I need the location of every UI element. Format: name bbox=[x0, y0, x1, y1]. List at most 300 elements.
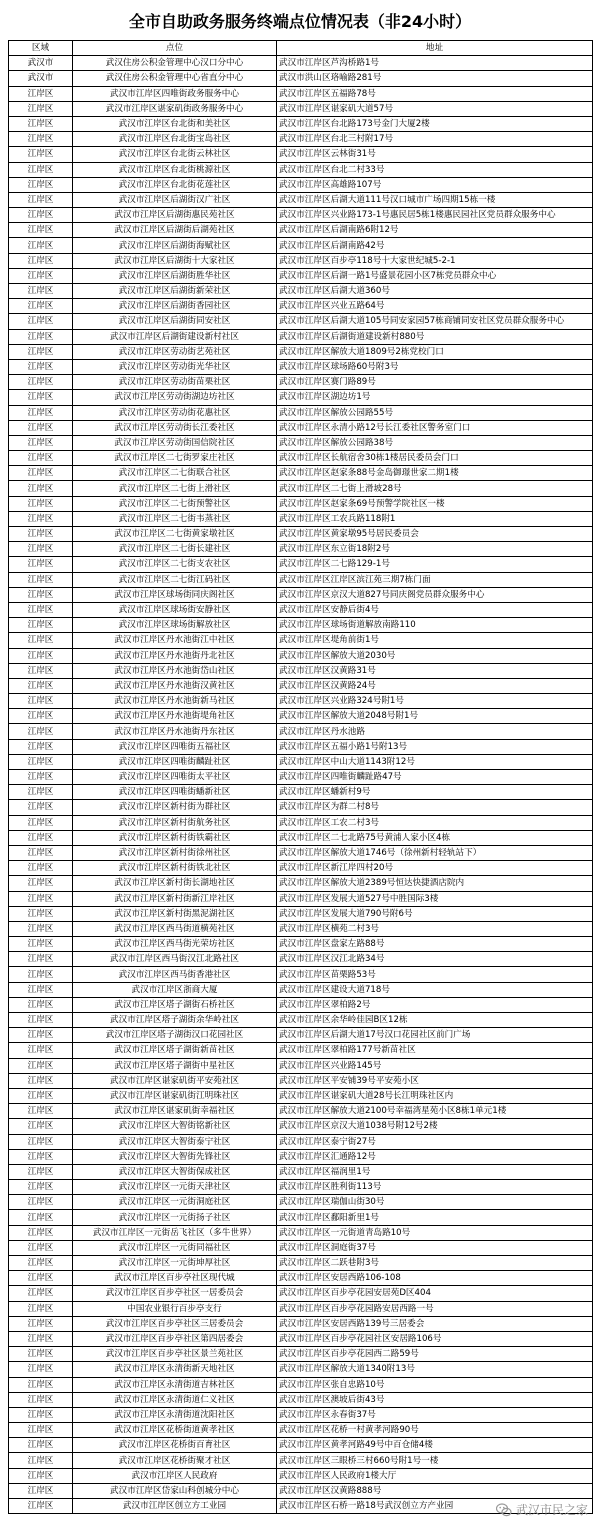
table-row bbox=[9, 891, 593, 906]
cell-point: 武汉市江岸区台北街花莲社区 bbox=[73, 177, 277, 192]
cell-address: 武汉市江岸区二七街上滑坡28号 bbox=[277, 481, 593, 496]
cell-point: 武汉市江岸区新村街黑泥湖社区 bbox=[73, 906, 277, 921]
table-row bbox=[9, 329, 593, 344]
wechat-icon bbox=[496, 1502, 512, 1518]
cell-region: 江岸区 bbox=[9, 906, 73, 921]
cell-address: 武汉市洪山区珞喻路281号 bbox=[277, 71, 593, 86]
cell-address: 武汉市江岸区芦沟桥路1号 bbox=[277, 56, 593, 71]
cell-region: 江岸区 bbox=[9, 208, 73, 223]
table-row bbox=[9, 1240, 593, 1255]
cell-region: 江岸区 bbox=[9, 602, 73, 617]
cell-address: 武汉市江岸区赵家条69号预警学院社区一楼 bbox=[277, 496, 593, 511]
cell-region: 江岸区 bbox=[9, 1407, 73, 1422]
cell-address: 武汉市江岸区澳坡后街43号 bbox=[277, 1392, 593, 1407]
table-row bbox=[9, 1180, 593, 1195]
cell-region: 江岸区 bbox=[9, 466, 73, 481]
cell-point: 武汉市江岸区西马街香港社区 bbox=[73, 967, 277, 982]
cell-address: 武汉市江岸区赛门路89号 bbox=[277, 375, 593, 390]
cell-address: 武汉市江岸区后湖大道105号同安家园57栋商铺同安社区党员群众服务中心 bbox=[277, 314, 593, 329]
cell-address: 武汉市江岸区一元街道青岛路10号 bbox=[277, 1225, 593, 1240]
table-row bbox=[9, 724, 593, 739]
cell-region: 江岸区 bbox=[9, 1104, 73, 1119]
cell-region: 江岸区 bbox=[9, 511, 73, 526]
cell-region: 江岸区 bbox=[9, 162, 73, 177]
cell-address: 武汉市江岸区工农兵路118附1 bbox=[277, 511, 593, 526]
cell-address: 武汉市江岸区兴业五路64号 bbox=[277, 299, 593, 314]
cell-point: 武汉市江岸区一元街坤厚社区 bbox=[73, 1256, 277, 1271]
cell-point: 武汉市江岸区一元街扬子社区 bbox=[73, 1210, 277, 1225]
table-row bbox=[9, 208, 593, 223]
cell-point: 武汉市江岸区一元街天津社区 bbox=[73, 1180, 277, 1195]
cell-point: 武汉市江岸区球场街解放社区 bbox=[73, 618, 277, 633]
cell-point: 武汉市江岸区创立方工业园 bbox=[73, 1499, 277, 1514]
cell-region: 江岸区 bbox=[9, 891, 73, 906]
cell-address: 武汉市江岸区百步亭花园西二路59号 bbox=[277, 1347, 593, 1362]
cell-region: 江岸区 bbox=[9, 997, 73, 1012]
table-row bbox=[9, 967, 593, 982]
cell-region: 江岸区 bbox=[9, 192, 73, 207]
table-row bbox=[9, 800, 593, 815]
cell-address: 武汉市江岸区新江岸四村20号 bbox=[277, 861, 593, 876]
cell-region: 江岸区 bbox=[9, 1347, 73, 1362]
table-row bbox=[9, 1453, 593, 1468]
table-row bbox=[9, 815, 593, 830]
table-row bbox=[9, 572, 593, 587]
cell-region: 江岸区 bbox=[9, 86, 73, 101]
cell-address: 武汉市江岸区为群二村8号 bbox=[277, 800, 593, 815]
cell-address: 武汉市江岸区后湖南路6附12号 bbox=[277, 223, 593, 238]
cell-region: 江岸区 bbox=[9, 405, 73, 420]
cell-address: 武汉市江岸区建设大道718号 bbox=[277, 982, 593, 997]
cell-address: 武汉市江岸区后湖一路1号盛景花园小区7栋党员群众中心 bbox=[277, 268, 593, 283]
cell-address: 武汉市江岸区谌家矶大道28号长江明珠社区内 bbox=[277, 1088, 593, 1103]
table-row bbox=[9, 602, 593, 617]
watermark bbox=[496, 1501, 588, 1518]
cell-point: 武汉市江岸区后湖街香园社区 bbox=[73, 299, 277, 314]
cell-address: 武汉市江岸区二跃巷附3号 bbox=[277, 1256, 593, 1271]
table-row bbox=[9, 466, 593, 481]
table-row bbox=[9, 618, 593, 633]
table-row bbox=[9, 390, 593, 405]
table-row bbox=[9, 147, 593, 162]
cell-region: 江岸区 bbox=[9, 1256, 73, 1271]
cell-region: 江岸区 bbox=[9, 527, 73, 542]
table-row bbox=[9, 511, 593, 526]
table-row bbox=[9, 1362, 593, 1377]
cell-region: 江岸区 bbox=[9, 253, 73, 268]
cell-region: 江岸区 bbox=[9, 937, 73, 952]
cell-region: 江岸区 bbox=[9, 1423, 73, 1438]
cell-point: 武汉市江岸区百步亭社区现代城 bbox=[73, 1271, 277, 1286]
table-row bbox=[9, 101, 593, 116]
cell-address: 武汉市江岸区泰宁街27号 bbox=[277, 1134, 593, 1149]
cell-address: 武汉市江岸区汉黄路31号 bbox=[277, 663, 593, 678]
table-row bbox=[9, 375, 593, 390]
table-row bbox=[9, 1423, 593, 1438]
cell-region: 江岸区 bbox=[9, 1180, 73, 1195]
table-row bbox=[9, 1438, 593, 1453]
cell-region: 江岸区 bbox=[9, 921, 73, 936]
cell-point: 武汉市江岸区西马街光荣坊社区 bbox=[73, 937, 277, 952]
cell-point: 武汉市江岸区新村街为群社区 bbox=[73, 800, 277, 815]
table-row bbox=[9, 1043, 593, 1058]
cell-region: 江岸区 bbox=[9, 1088, 73, 1103]
header-region: 区域 bbox=[9, 41, 73, 56]
cell-point: 武汉市江岸区二七街罗家庄社区 bbox=[73, 451, 277, 466]
cell-address: 武汉市江岸区汇通路12号 bbox=[277, 1149, 593, 1164]
watermark-text: 武汉市民之家 bbox=[515, 1503, 588, 1517]
cell-address: 武汉市江岸区胜利街113号 bbox=[277, 1180, 593, 1195]
cell-region: 江岸区 bbox=[9, 420, 73, 435]
cell-region: 江岸区 bbox=[9, 481, 73, 496]
cell-point: 武汉市江岸区百步亭社区景兰苑社区 bbox=[73, 1347, 277, 1362]
page-title: 全市自助政务服务终端点位情况表（非24小时） bbox=[128, 12, 472, 31]
cell-address: 武汉市江岸区百步亭118号十大家世纪城5-2-1 bbox=[277, 253, 593, 268]
cell-address: 武汉市江岸区黄家墩95号居民委员会 bbox=[277, 527, 593, 542]
cell-point: 武汉市江岸区谌家矶街幸福社区 bbox=[73, 1104, 277, 1119]
cell-point: 武汉市江岸区后湖街建设新村社区 bbox=[73, 329, 277, 344]
table-row bbox=[9, 344, 593, 359]
table-row bbox=[9, 785, 593, 800]
cell-point: 武汉市江岸区劳动街湖边坊社区 bbox=[73, 390, 277, 405]
cell-point: 武汉市江岸区球场街同庆阁社区 bbox=[73, 587, 277, 602]
cell-address: 武汉市江岸区永春街37号 bbox=[277, 1407, 593, 1422]
cell-address: 武汉市江岸区兴业路145号 bbox=[277, 1058, 593, 1073]
cell-region: 江岸区 bbox=[9, 876, 73, 891]
cell-point: 武汉市江岸区台北街宝岛社区 bbox=[73, 132, 277, 147]
table-row bbox=[9, 299, 593, 314]
cell-address: 武汉市江岸区三眼桥三村660号附1号一楼 bbox=[277, 1453, 593, 1468]
cell-point: 武汉市江岸区西马街道横苑社区 bbox=[73, 921, 277, 936]
cell-address: 武汉市江岸区盘家左路88号 bbox=[277, 937, 593, 952]
cell-address: 武汉市江岸区解放大道2100号幸福湾星苑小区8栋1单元1楼 bbox=[277, 1104, 593, 1119]
cell-region: 江岸区 bbox=[9, 724, 73, 739]
cell-region: 江岸区 bbox=[9, 1119, 73, 1134]
cell-region: 江岸区 bbox=[9, 648, 73, 663]
cell-point: 武汉市江岸区台北街云林社区 bbox=[73, 147, 277, 162]
table-row bbox=[9, 754, 593, 769]
table-row bbox=[9, 1028, 593, 1043]
cell-address: 武汉市江岸区五福路78号 bbox=[277, 86, 593, 101]
cell-region: 江岸区 bbox=[9, 451, 73, 466]
cell-point: 武汉市江岸区塔子湖街中星社区 bbox=[73, 1058, 277, 1073]
cell-point: 武汉市江岸区大智街泰宁社区 bbox=[73, 1134, 277, 1149]
table-row bbox=[9, 633, 593, 648]
cell-point: 武汉市江岸区塔子湖街汉口花园社区 bbox=[73, 1028, 277, 1043]
table-row bbox=[9, 663, 593, 678]
table-row bbox=[9, 1392, 593, 1407]
cell-point: 武汉市江岸区塔子湖街余华岭社区 bbox=[73, 1013, 277, 1028]
table-row bbox=[9, 1407, 593, 1422]
cell-region: 江岸区 bbox=[9, 1073, 73, 1088]
table-row bbox=[9, 997, 593, 1012]
cell-point: 武汉市江岸区花桥街聚才社区 bbox=[73, 1453, 277, 1468]
cell-region: 江岸区 bbox=[9, 1377, 73, 1392]
table-row bbox=[9, 557, 593, 572]
cell-region: 江岸区 bbox=[9, 1301, 73, 1316]
cell-region: 江岸区 bbox=[9, 1453, 73, 1468]
cell-point: 武汉市江岸区百步亭社区三居委员会 bbox=[73, 1316, 277, 1331]
cell-point: 武汉市江岸区丹水池街丹东社区 bbox=[73, 724, 277, 739]
table-row bbox=[9, 1331, 593, 1346]
cell-address: 武汉市江岸区堤角前街1号 bbox=[277, 633, 593, 648]
cell-point: 武汉市江岸区二七街联合社区 bbox=[73, 466, 277, 481]
table-row bbox=[9, 1377, 593, 1392]
table-row bbox=[9, 481, 593, 496]
table-row bbox=[9, 223, 593, 238]
cell-point: 武汉市江岸区四唯街五福社区 bbox=[73, 739, 277, 754]
cell-region: 江岸区 bbox=[9, 678, 73, 693]
cell-address: 武汉市江岸区台北路173号金门大厦2楼 bbox=[277, 116, 593, 131]
cell-address: 武汉市江岸区石桥一路18号武汉创立方产业园 bbox=[277, 1499, 593, 1514]
table-row bbox=[9, 162, 593, 177]
table-row bbox=[9, 1483, 593, 1498]
cell-point: 武汉市江岸区新村街航务社区 bbox=[73, 815, 277, 830]
table-row bbox=[9, 648, 593, 663]
table-row bbox=[9, 830, 593, 845]
table-row bbox=[9, 921, 593, 936]
cell-address: 武汉市江岸区发展大道790号附6号 bbox=[277, 906, 593, 921]
table-row bbox=[9, 405, 593, 420]
cell-address: 武汉市江岸区人民政府1楼大厅 bbox=[277, 1468, 593, 1483]
cell-region: 江岸区 bbox=[9, 223, 73, 238]
cell-region: 江岸区 bbox=[9, 982, 73, 997]
table-row bbox=[9, 192, 593, 207]
cell-region: 江岸区 bbox=[9, 633, 73, 648]
cell-region: 江岸区 bbox=[9, 435, 73, 450]
table-row bbox=[9, 1164, 593, 1179]
cell-address: 武汉市江岸区福润里1号 bbox=[277, 1164, 593, 1179]
cell-region: 江岸区 bbox=[9, 132, 73, 147]
cell-region: 江岸区 bbox=[9, 1134, 73, 1149]
cell-point: 武汉住房公积金管理中心省直分中心 bbox=[73, 71, 277, 86]
table-header-row bbox=[9, 41, 593, 56]
cell-address: 武汉市江岸区工农二村3号 bbox=[277, 815, 593, 830]
cell-address: 武汉市江岸区后湖南路42号 bbox=[277, 238, 593, 253]
cell-point: 武汉市江岸区丹水池街岱山社区 bbox=[73, 663, 277, 678]
cell-address: 武汉市江岸区苗栗路53号 bbox=[277, 967, 593, 982]
cell-address: 武汉市江岸区瑞伽山街30号 bbox=[277, 1195, 593, 1210]
cell-address: 武汉市江岸区湖边坊1号 bbox=[277, 390, 593, 405]
cell-region: 江岸区 bbox=[9, 299, 73, 314]
cell-point: 武汉市江岸区二七街支农社区 bbox=[73, 557, 277, 572]
cell-region: 江岸区 bbox=[9, 284, 73, 299]
table-row bbox=[9, 678, 593, 693]
cell-point: 武汉市江岸区永清街道吉林社区 bbox=[73, 1377, 277, 1392]
table-row bbox=[9, 177, 593, 192]
table-row bbox=[9, 1271, 593, 1286]
cell-address: 武汉市江岸区解放大道1340附13号 bbox=[277, 1362, 593, 1377]
cell-address: 武汉市江岸区赵家条88号金岛御璟世家二期1楼 bbox=[277, 466, 593, 481]
cell-point: 武汉市江岸区一元街岳飞社区（多牛世界） bbox=[73, 1225, 277, 1240]
cell-point: 武汉市江岸区一元街洞庭社区 bbox=[73, 1195, 277, 1210]
table-row bbox=[9, 268, 593, 283]
table-row bbox=[9, 314, 593, 329]
cell-address: 武汉市江岸区解放大道2048号附1号 bbox=[277, 709, 593, 724]
cell-address: 武汉市江岸区翠柏路2号 bbox=[277, 997, 593, 1012]
cell-point: 武汉市江岸区四唯街蟠新社区 bbox=[73, 785, 277, 800]
cell-point: 武汉市江岸区浙商大厦 bbox=[73, 982, 277, 997]
cell-region: 江岸区 bbox=[9, 238, 73, 253]
table-row bbox=[9, 253, 593, 268]
table-row bbox=[9, 1104, 593, 1119]
cell-address: 武汉市江岸区京汉大道1038号附12号2楼 bbox=[277, 1119, 593, 1134]
cell-region: 江岸区 bbox=[9, 359, 73, 374]
cell-address: 武汉市江岸区解放大道2030号 bbox=[277, 648, 593, 663]
cell-point: 武汉市江岸区丹水池街汉黄社区 bbox=[73, 678, 277, 693]
cell-region: 江岸区 bbox=[9, 618, 73, 633]
cell-address: 武汉市江岸区百步亭花园社区安居路106号 bbox=[277, 1331, 593, 1346]
table-row bbox=[9, 1013, 593, 1028]
table-row bbox=[9, 1347, 593, 1362]
cell-point: 武汉市江岸区劳动街长江委社区 bbox=[73, 420, 277, 435]
cell-address: 武汉市江岸区云林街31号 bbox=[277, 147, 593, 162]
cell-point: 武汉市江岸区西马街汉江北路社区 bbox=[73, 952, 277, 967]
cell-address: 武汉市江岸区台北三村附17号 bbox=[277, 132, 593, 147]
cell-region: 江岸区 bbox=[9, 147, 73, 162]
cell-point: 武汉市江岸区丹水池街堤角社区 bbox=[73, 709, 277, 724]
header-address: 地址 bbox=[277, 41, 593, 56]
cell-address: 武汉市江岸区球场路60号附3号 bbox=[277, 359, 593, 374]
table-row bbox=[9, 845, 593, 860]
cell-address: 武汉市江岸区安居西路106-108 bbox=[277, 1271, 593, 1286]
table-row bbox=[9, 284, 593, 299]
cell-address: 武汉市江岸区高雄路107号 bbox=[277, 177, 593, 192]
cell-point: 武汉市江岸区人民政府 bbox=[73, 1468, 277, 1483]
table-row bbox=[9, 1119, 593, 1134]
cell-address: 武汉市江岸区平安铺39号平安苑小区 bbox=[277, 1073, 593, 1088]
table-row bbox=[9, 982, 593, 997]
cell-region: 江岸区 bbox=[9, 1331, 73, 1346]
table-row bbox=[9, 1316, 593, 1331]
table-row bbox=[9, 876, 593, 891]
cell-region: 江岸区 bbox=[9, 815, 73, 830]
table-row bbox=[9, 71, 593, 86]
table-row bbox=[9, 1225, 593, 1240]
table-row bbox=[9, 496, 593, 511]
cell-point: 武汉市江岸区后湖街胜华社区 bbox=[73, 268, 277, 283]
table-body bbox=[9, 56, 593, 1514]
table-row bbox=[9, 451, 593, 466]
cell-region: 江岸区 bbox=[9, 694, 73, 709]
cell-address: 武汉市江岸区汉江北路34号 bbox=[277, 952, 593, 967]
table-row bbox=[9, 1073, 593, 1088]
cell-address: 武汉市江岸区解放大道1746号（徐州新村轻轨站下） bbox=[277, 845, 593, 860]
cell-region: 江岸区 bbox=[9, 572, 73, 587]
cell-point: 武汉市江岸区劳动街苗栗社区 bbox=[73, 375, 277, 390]
cell-point: 武汉市江岸区花桥街道黄孝社区 bbox=[73, 1423, 277, 1438]
table-row bbox=[9, 906, 593, 921]
cell-address: 武汉市江岸区解放大道2389号恒达快捷酒店院内 bbox=[277, 876, 593, 891]
cell-point: 武汉市江岸区丹水池街新马社区 bbox=[73, 694, 277, 709]
cell-point: 武汉市江岸区谌家矶街平安苑社区 bbox=[73, 1073, 277, 1088]
table-row bbox=[9, 1134, 593, 1149]
cell-address: 武汉市江岸区中山大道1143附12号 bbox=[277, 754, 593, 769]
table-row bbox=[9, 86, 593, 101]
table-row bbox=[9, 1149, 593, 1164]
table-row bbox=[9, 861, 593, 876]
cell-address: 武汉市江岸区东立街18附2号 bbox=[277, 542, 593, 557]
cell-point: 武汉市江岸区谌家矶街江明珠社区 bbox=[73, 1088, 277, 1103]
cell-region: 江岸区 bbox=[9, 314, 73, 329]
cell-address: 武汉市江岸区汉黄路24号 bbox=[277, 678, 593, 693]
cell-region: 江岸区 bbox=[9, 967, 73, 982]
table-row bbox=[9, 1301, 593, 1316]
cell-address: 武汉市江岸区京汉大道827号同庆阁党员群众服务中心 bbox=[277, 587, 593, 602]
cell-address: 武汉市江岸区解放公园路38号 bbox=[277, 435, 593, 450]
cell-point: 武汉市江岸区大智街先锋社区 bbox=[73, 1149, 277, 1164]
table-row bbox=[9, 694, 593, 709]
cell-point: 武汉市江岸区台北街和美社区 bbox=[73, 116, 277, 131]
table-row bbox=[9, 1256, 593, 1271]
table-row bbox=[9, 1088, 593, 1103]
cell-point: 武汉市江岸区二七街江码社区 bbox=[73, 572, 277, 587]
cell-address: 武汉市江岸区丹水池路 bbox=[277, 724, 593, 739]
table-row bbox=[9, 542, 593, 557]
cell-address: 武汉市江岸区兴业路173-1号惠民居5栋1楼惠民园社区党员群众服务中心 bbox=[277, 208, 593, 223]
cell-address: 武汉市江岸区台北二村33号 bbox=[277, 162, 593, 177]
cell-region: 江岸区 bbox=[9, 1286, 73, 1301]
cell-point: 武汉市江岸区塔子湖街石桥社区 bbox=[73, 997, 277, 1012]
cell-region: 江岸区 bbox=[9, 1438, 73, 1453]
cell-address: 武汉市江岸区后湖大道17号汉口花园社区前门广场 bbox=[277, 1028, 593, 1043]
cell-region: 江岸区 bbox=[9, 1195, 73, 1210]
cell-region: 江岸区 bbox=[9, 754, 73, 769]
cell-address: 武汉市江岸区解放公园路55号 bbox=[277, 405, 593, 420]
cell-point: 武汉市江岸区劳动街艺苑社区 bbox=[73, 344, 277, 359]
cell-point: 武汉市江岸区后湖街海赋社区 bbox=[73, 238, 277, 253]
cell-address: 武汉市江岸区百步亭花园安居苑D区404 bbox=[277, 1286, 593, 1301]
table-row bbox=[9, 587, 593, 602]
cell-point: 武汉市江岸区一元街同福社区 bbox=[73, 1240, 277, 1255]
table-row bbox=[9, 1468, 593, 1483]
table-row bbox=[9, 56, 593, 71]
cell-point: 武汉市江岸区后湖街惠民苑社区 bbox=[73, 208, 277, 223]
cell-region: 江岸区 bbox=[9, 1164, 73, 1179]
cell-point: 武汉市江岸区新村街铁霸社区 bbox=[73, 830, 277, 845]
cell-region: 江岸区 bbox=[9, 952, 73, 967]
cell-region: 武汉市 bbox=[9, 56, 73, 71]
cell-address: 武汉市江岸区黄孝河路49号中百仓储4楼 bbox=[277, 1438, 593, 1453]
terminal-location-table bbox=[8, 40, 593, 1514]
cell-point: 武汉市江岸区二七街上滑社区 bbox=[73, 481, 277, 496]
table-row bbox=[9, 1286, 593, 1301]
table-row bbox=[9, 1058, 593, 1073]
table-row bbox=[9, 435, 593, 450]
cell-region: 江岸区 bbox=[9, 1210, 73, 1225]
cell-region: 江岸区 bbox=[9, 1362, 73, 1377]
cell-point: 武汉住房公积金管理中心汉口分中心 bbox=[73, 56, 277, 71]
cell-address: 武汉市江岸区四唯街麟趾路47号 bbox=[277, 770, 593, 785]
cell-point: 武汉市江岸区永清街道沈阳社区 bbox=[73, 1407, 277, 1422]
cell-address: 武汉市江岸区张自忠路10号 bbox=[277, 1377, 593, 1392]
cell-address: 武汉市江岸区横苑二村3号 bbox=[277, 921, 593, 936]
table-row bbox=[9, 739, 593, 754]
cell-point: 武汉市江岸区谌家矶街政务服务中心 bbox=[73, 101, 277, 116]
cell-address: 武汉市江岸区后湖大道111号汉口城市广场四期15栋一楼 bbox=[277, 192, 593, 207]
cell-point: 武汉市江岸区永清街新天地社区 bbox=[73, 1362, 277, 1377]
table-row bbox=[9, 770, 593, 785]
cell-address: 武汉市江岸区解放大道1809号2栋党校门口 bbox=[277, 344, 593, 359]
cell-region: 江岸区 bbox=[9, 663, 73, 678]
cell-address: 武汉市江岸区长航宿舍30栋1楼居民委员会门口 bbox=[277, 451, 593, 466]
cell-region: 江岸区 bbox=[9, 375, 73, 390]
cell-point: 武汉市江岸区新村街新江岸社区 bbox=[73, 891, 277, 906]
cell-region: 江岸区 bbox=[9, 1316, 73, 1331]
table-row bbox=[9, 420, 593, 435]
cell-point: 武汉市江岸区二七街黄家墩社区 bbox=[73, 527, 277, 542]
cell-region: 江岸区 bbox=[9, 329, 73, 344]
